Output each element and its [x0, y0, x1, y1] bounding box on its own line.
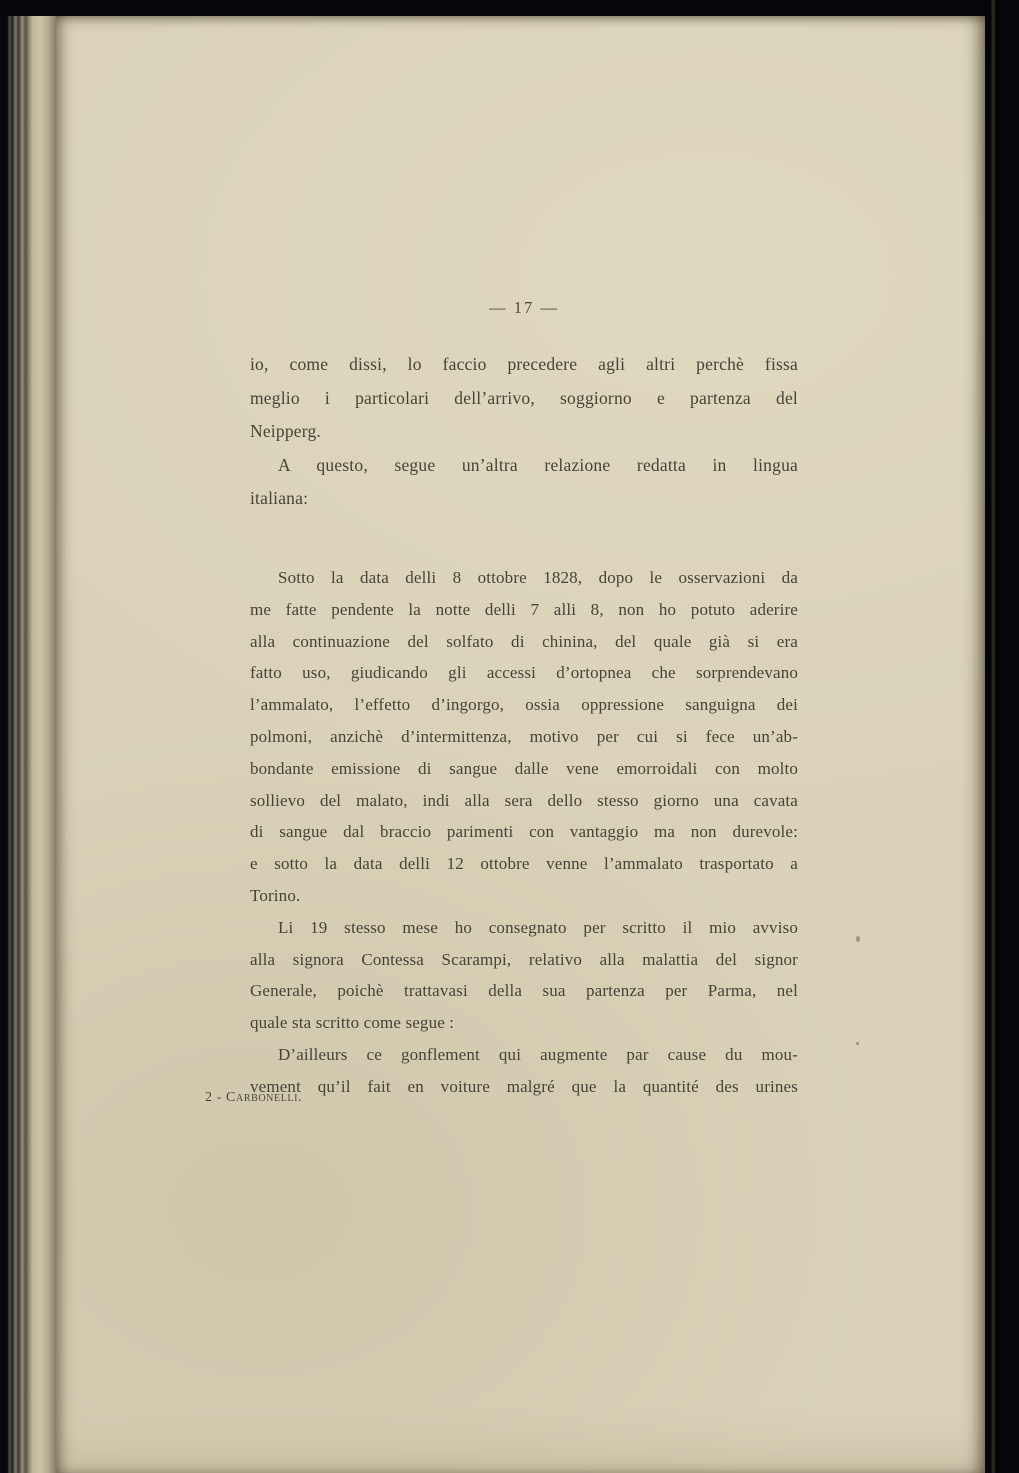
- paragraph: [250, 449, 798, 516]
- text-line: meglio i particolari dell’arrivo, soggiorno e partenza del: [250, 387, 798, 408]
- text-line: polmoni, anzichè d’intermittenza, motivo per cui si fece un’ab-: [250, 726, 798, 746]
- signature-mark: 2 - Carbonelli.: [205, 1090, 303, 1105]
- text-block: [250, 348, 798, 1103]
- text-line: italiana:: [250, 488, 309, 509]
- text-line: Torino.: [250, 885, 301, 905]
- text-line: Li 19 stesso mese ho consegnato per scritto il mio avviso: [278, 917, 798, 937]
- page-content: [250, 298, 798, 1103]
- paragraph: [250, 1039, 798, 1103]
- paragraph: [250, 912, 798, 1039]
- text-line: bondante emissione di sangue dalle vene emorroidali con molto: [250, 758, 798, 778]
- text-line: vement qu’il fait en voiture malgré que la quantité des urines: [250, 1076, 798, 1096]
- paragraph: [250, 348, 798, 449]
- scan-speck: [856, 1042, 859, 1045]
- text-line: sollievo del malato, indi alla sera dello stesso giorno una cavata: [250, 790, 798, 810]
- text-line: e sotto la data delli 12 ottobre venne l’ammalato trasportato a: [250, 854, 798, 874]
- scan-border-top: [0, 0, 1019, 16]
- text-line: D’ailleurs ce gonflement qui augmente par cause du mou-: [278, 1044, 798, 1064]
- paragraph: [250, 562, 798, 912]
- scan-border-right: [985, 0, 1019, 1473]
- text-line: io, come dissi, lo faccio precedere agli altri perchè fissa: [250, 354, 798, 374]
- text-line: quale sta scritto come segue :: [250, 1013, 455, 1033]
- text-line: Sotto la data delli 8 ottobre 1828, dopo le osservazioni da: [278, 567, 798, 587]
- scan-speck: [856, 936, 860, 942]
- text-line: alla continuazione del solfato di chinina, del quale già si era: [250, 631, 798, 651]
- page-number: — 17 —: [489, 298, 559, 317]
- text-line: l’ammalato, l’effetto d’ingorgo, ossia oppressione sanguigna dei: [250, 695, 798, 715]
- text-line: Neipperg.: [250, 421, 321, 442]
- text-line: alla signora Contessa Scarampi, relativo alla malattia del signor: [250, 949, 798, 969]
- text-line: me fatte pendente la notte delli 7 alli 8, non ho potuto aderire: [250, 599, 798, 619]
- book-page-edges: [0, 0, 62, 1473]
- text-line: fatto uso, giudicando gli accessi d’ortopnea che sorprendevano: [250, 663, 798, 683]
- text-line: Generale, poichè trattavasi della sua partenza per Parma, nel: [250, 981, 798, 1001]
- book-page-paper: [56, 14, 985, 1473]
- text-line: di sangue dal braccio parimenti con vantaggio ma non durevole:: [250, 822, 798, 842]
- text-line: A questo, segue un’altra relazione redatta in lingua: [278, 454, 798, 475]
